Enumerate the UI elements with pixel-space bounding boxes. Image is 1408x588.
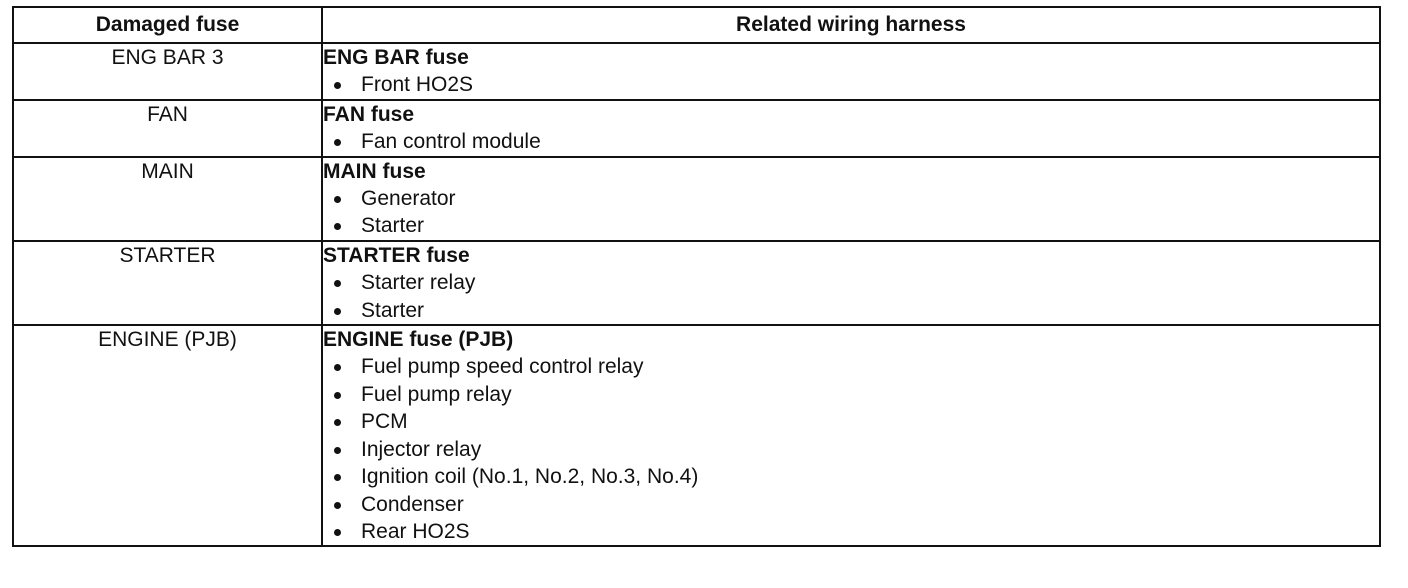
harness-list-item: Rear HO2S <box>323 518 1379 545</box>
harness-list-item: Starter relay <box>323 269 1379 296</box>
damaged-fuse-cell: STARTER <box>13 241 322 325</box>
damaged-fuse-cell: MAIN <box>13 157 322 241</box>
header-row <box>13 7 1380 43</box>
harness-list-item: Ignition coil (No.1, No.2, No.3, No.4) <box>323 463 1379 490</box>
header-related-wiring-harness: Related wiring harness <box>322 7 1380 43</box>
related-harness-cell <box>322 325 1380 546</box>
related-harness-cell <box>322 241 1380 325</box>
harness-list <box>323 353 1379 545</box>
harness-list <box>323 185 1379 240</box>
harness-fuse-title: ENGINE fuse (PJB) <box>323 328 514 352</box>
header-damaged-fuse: Damaged fuse <box>13 7 322 43</box>
harness-list-item: Fuel pump speed control relay <box>323 353 1379 380</box>
harness-list-item: PCM <box>323 408 1379 435</box>
harness-list <box>323 71 1379 98</box>
harness-list-item: Fuel pump relay <box>323 381 1379 408</box>
damaged-fuse-cell: FAN <box>13 100 322 157</box>
fuse-rows <box>13 43 1380 546</box>
table-row <box>13 43 1380 100</box>
table-row <box>13 100 1380 157</box>
table-row <box>13 157 1380 241</box>
harness-list-item: Starter <box>323 212 1379 239</box>
table-row <box>13 325 1380 546</box>
table-row <box>13 241 1380 325</box>
damaged-fuse-cell: ENGINE (PJB) <box>13 325 322 546</box>
harness-list <box>323 269 1379 324</box>
harness-list-item: Starter <box>323 297 1379 324</box>
harness-fuse-title: STARTER fuse <box>323 243 470 267</box>
harness-list-item: Injector relay <box>323 436 1379 463</box>
harness-list-item: Condenser <box>323 491 1379 518</box>
fuse-table <box>12 6 1381 547</box>
related-harness-cell <box>322 43 1380 100</box>
harness-list-item: Generator <box>323 185 1379 212</box>
harness-fuse-title: MAIN fuse <box>323 159 426 183</box>
harness-fuse-title: ENG BAR fuse <box>323 46 469 69</box>
damaged-fuse-cell: ENG BAR 3 <box>13 43 322 100</box>
related-harness-cell <box>322 100 1380 157</box>
related-harness-cell <box>322 157 1380 241</box>
harness-list-item: Front HO2S <box>323 71 1379 98</box>
harness-fuse-title: FAN fuse <box>323 102 415 126</box>
harness-list <box>323 128 1379 155</box>
harness-list-item: Fan control module <box>323 128 1379 155</box>
